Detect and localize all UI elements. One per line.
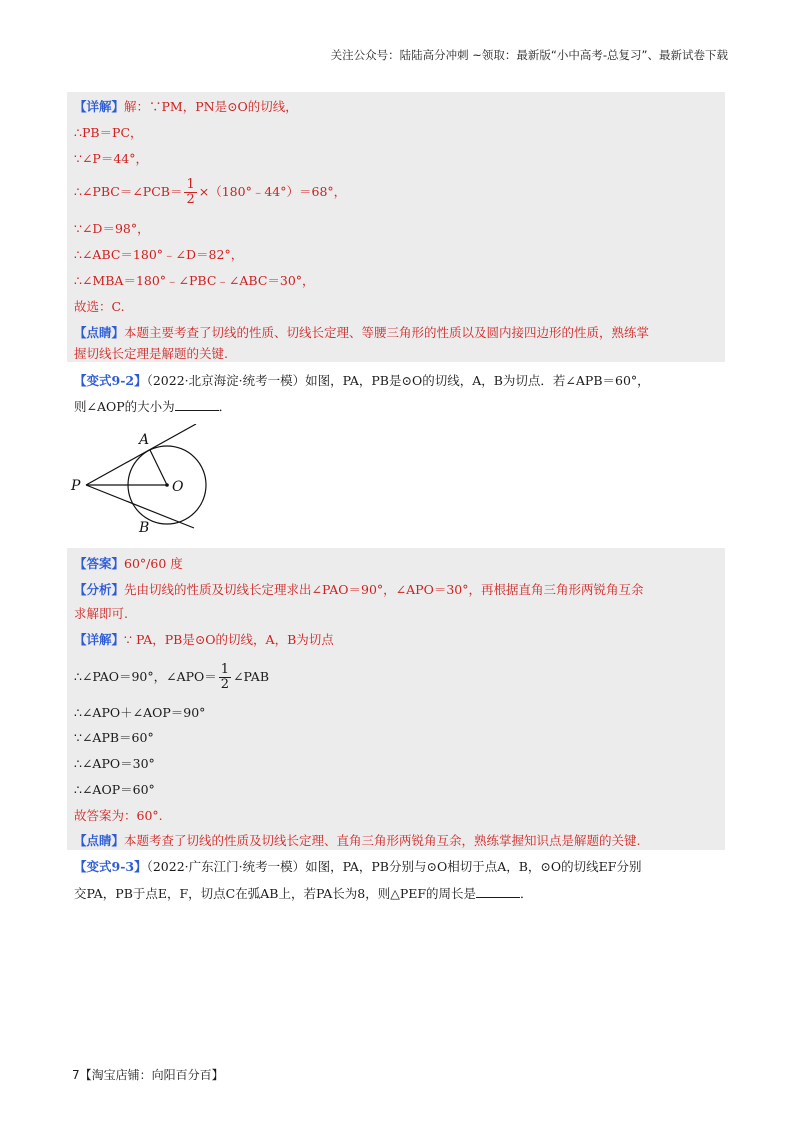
solution-step-1-pre: ∴∠PAO＝90°，∠APO＝ [74,669,217,684]
analysis-line-2: 求解即可. [74,606,128,621]
variant-92-question-1 [74,372,650,390]
answer-tag: 【答案】 [74,556,125,571]
variant-92-question-2 [74,398,231,416]
answer-blank-2 [476,885,520,898]
page-footer: 7【淘宝店铺：向阳百分百】 [72,1068,224,1082]
fraction-half-2 [219,663,231,692]
answer-text: 60°/60 度 [124,556,183,571]
comment-line-2: 握切线长定理是解题的关键. [74,346,228,361]
fraction-half [184,178,196,207]
step-3-pre: ∴∠PBC＝∠PCB＝ [74,184,183,199]
solution-step-3: ∵∠APB＝60° [74,730,154,745]
detail-text: 解：∵PM，PN是⊙O的切线， [124,99,298,114]
comment-tag: 【点睛】 [74,325,125,340]
step-3-post: ×（180°﹣44°）＝68°， [198,184,347,199]
tangent-circle-figure [66,424,226,534]
step-1: ∴PB＝PC， [74,125,143,140]
label-a: A [139,432,150,448]
label-b: B [139,520,150,534]
variant-93-q1: （2022·广东江门·统考一模）如图，PA，PB分别与⊙O相切于点A，B，⊙O的切线EF分别 [146,859,642,874]
variant-92-q1: （2022·北京海淀·统考一模）如图，PA，PB是⊙O的切线，A，B为切点．若∠APB＝60°， [146,373,650,388]
center-dot [165,483,169,487]
solution-step-2: ∴∠APO＋∠AOP＝90° [74,705,206,720]
variant-92-q2-end: ． [218,399,232,414]
solution-step-1 [74,663,269,692]
analysis-tag: 【分析】 [74,582,125,597]
fraction-denominator: 2 [186,192,195,207]
solution-step-4: ∴∠APO＝30° [74,756,155,771]
step-6: ∴∠MBA＝180°﹣∠PBC﹣∠ABC＝30°， [74,273,315,288]
variant-93-q2-end: ． [520,886,533,901]
detail-line-2 [74,631,334,649]
step-3 [74,178,346,207]
analysis-line-1 [74,581,644,599]
solution-step-1-post: ∠PAB [233,669,270,684]
solution-block-1 [67,92,725,362]
solution-step-5: ∴∠AOP＝60° [74,782,155,797]
variant-93-question-2 [74,885,533,903]
step-2: ∵∠P＝44°， [74,151,148,166]
step-5: ∴∠ABC＝180°﹣∠D＝82°， [74,247,244,262]
variant-93-question-1 [74,858,641,876]
label-o: O [172,479,184,495]
analysis-text-1: 先由切线的性质及切线长定理求出∠PAO＝90°，∠APO＝30°，再根据直角三角形两锐角互余 [124,582,644,597]
comment-text-1: 本题主要考查了切线的性质、切线长定理、等腰三角形的性质以及圆内接四边形的性质，熟练掌 [124,325,650,340]
page-header: 关注公众号：陆陆高分冲刺 ~领取：最新版“小中高考-总复习”、最新试卷下载 [330,48,728,62]
detail-tag-2: 【详解】 [74,632,125,647]
answer-line [74,555,183,573]
answer-blank [175,398,219,411]
variant-93-tag: 【变式9-3】 [74,859,147,874]
step-4: ∵∠D＝98°， [74,221,150,236]
label-p: P [71,478,81,494]
comment-tag-2: 【点睛】 [74,833,125,848]
variant-92-q2: 则∠AOP的大小为 [74,399,175,414]
detail-tag: 【详解】 [74,99,125,114]
radius-ao [150,450,167,485]
fraction-numerator: 1 [186,177,195,192]
step-7: 故选：C. [74,299,125,314]
variant-93-q2: 交PA，PB于点E，F，切点C在弧AB上，若PA长为8，则△PEF的周长是 [74,886,477,901]
comment-line-3 [74,832,641,850]
fraction-numerator-2: 1 [220,662,230,677]
detail-text-2: ∵ PA，PB是⊙O的切线，A，B为切点 [124,632,334,647]
solution-step-6: 故答案为：60°. [74,808,163,823]
variant-92-tag: 【变式9-2】 [74,373,147,388]
comment-text-3: 本题考查了切线的性质及切线长定理、直角三角形两锐角互余，熟练掌握知识点是解题的关键. [124,833,641,848]
detail-line [74,98,298,116]
comment-line-1 [74,324,649,342]
fraction-denominator-2: 2 [220,677,230,692]
